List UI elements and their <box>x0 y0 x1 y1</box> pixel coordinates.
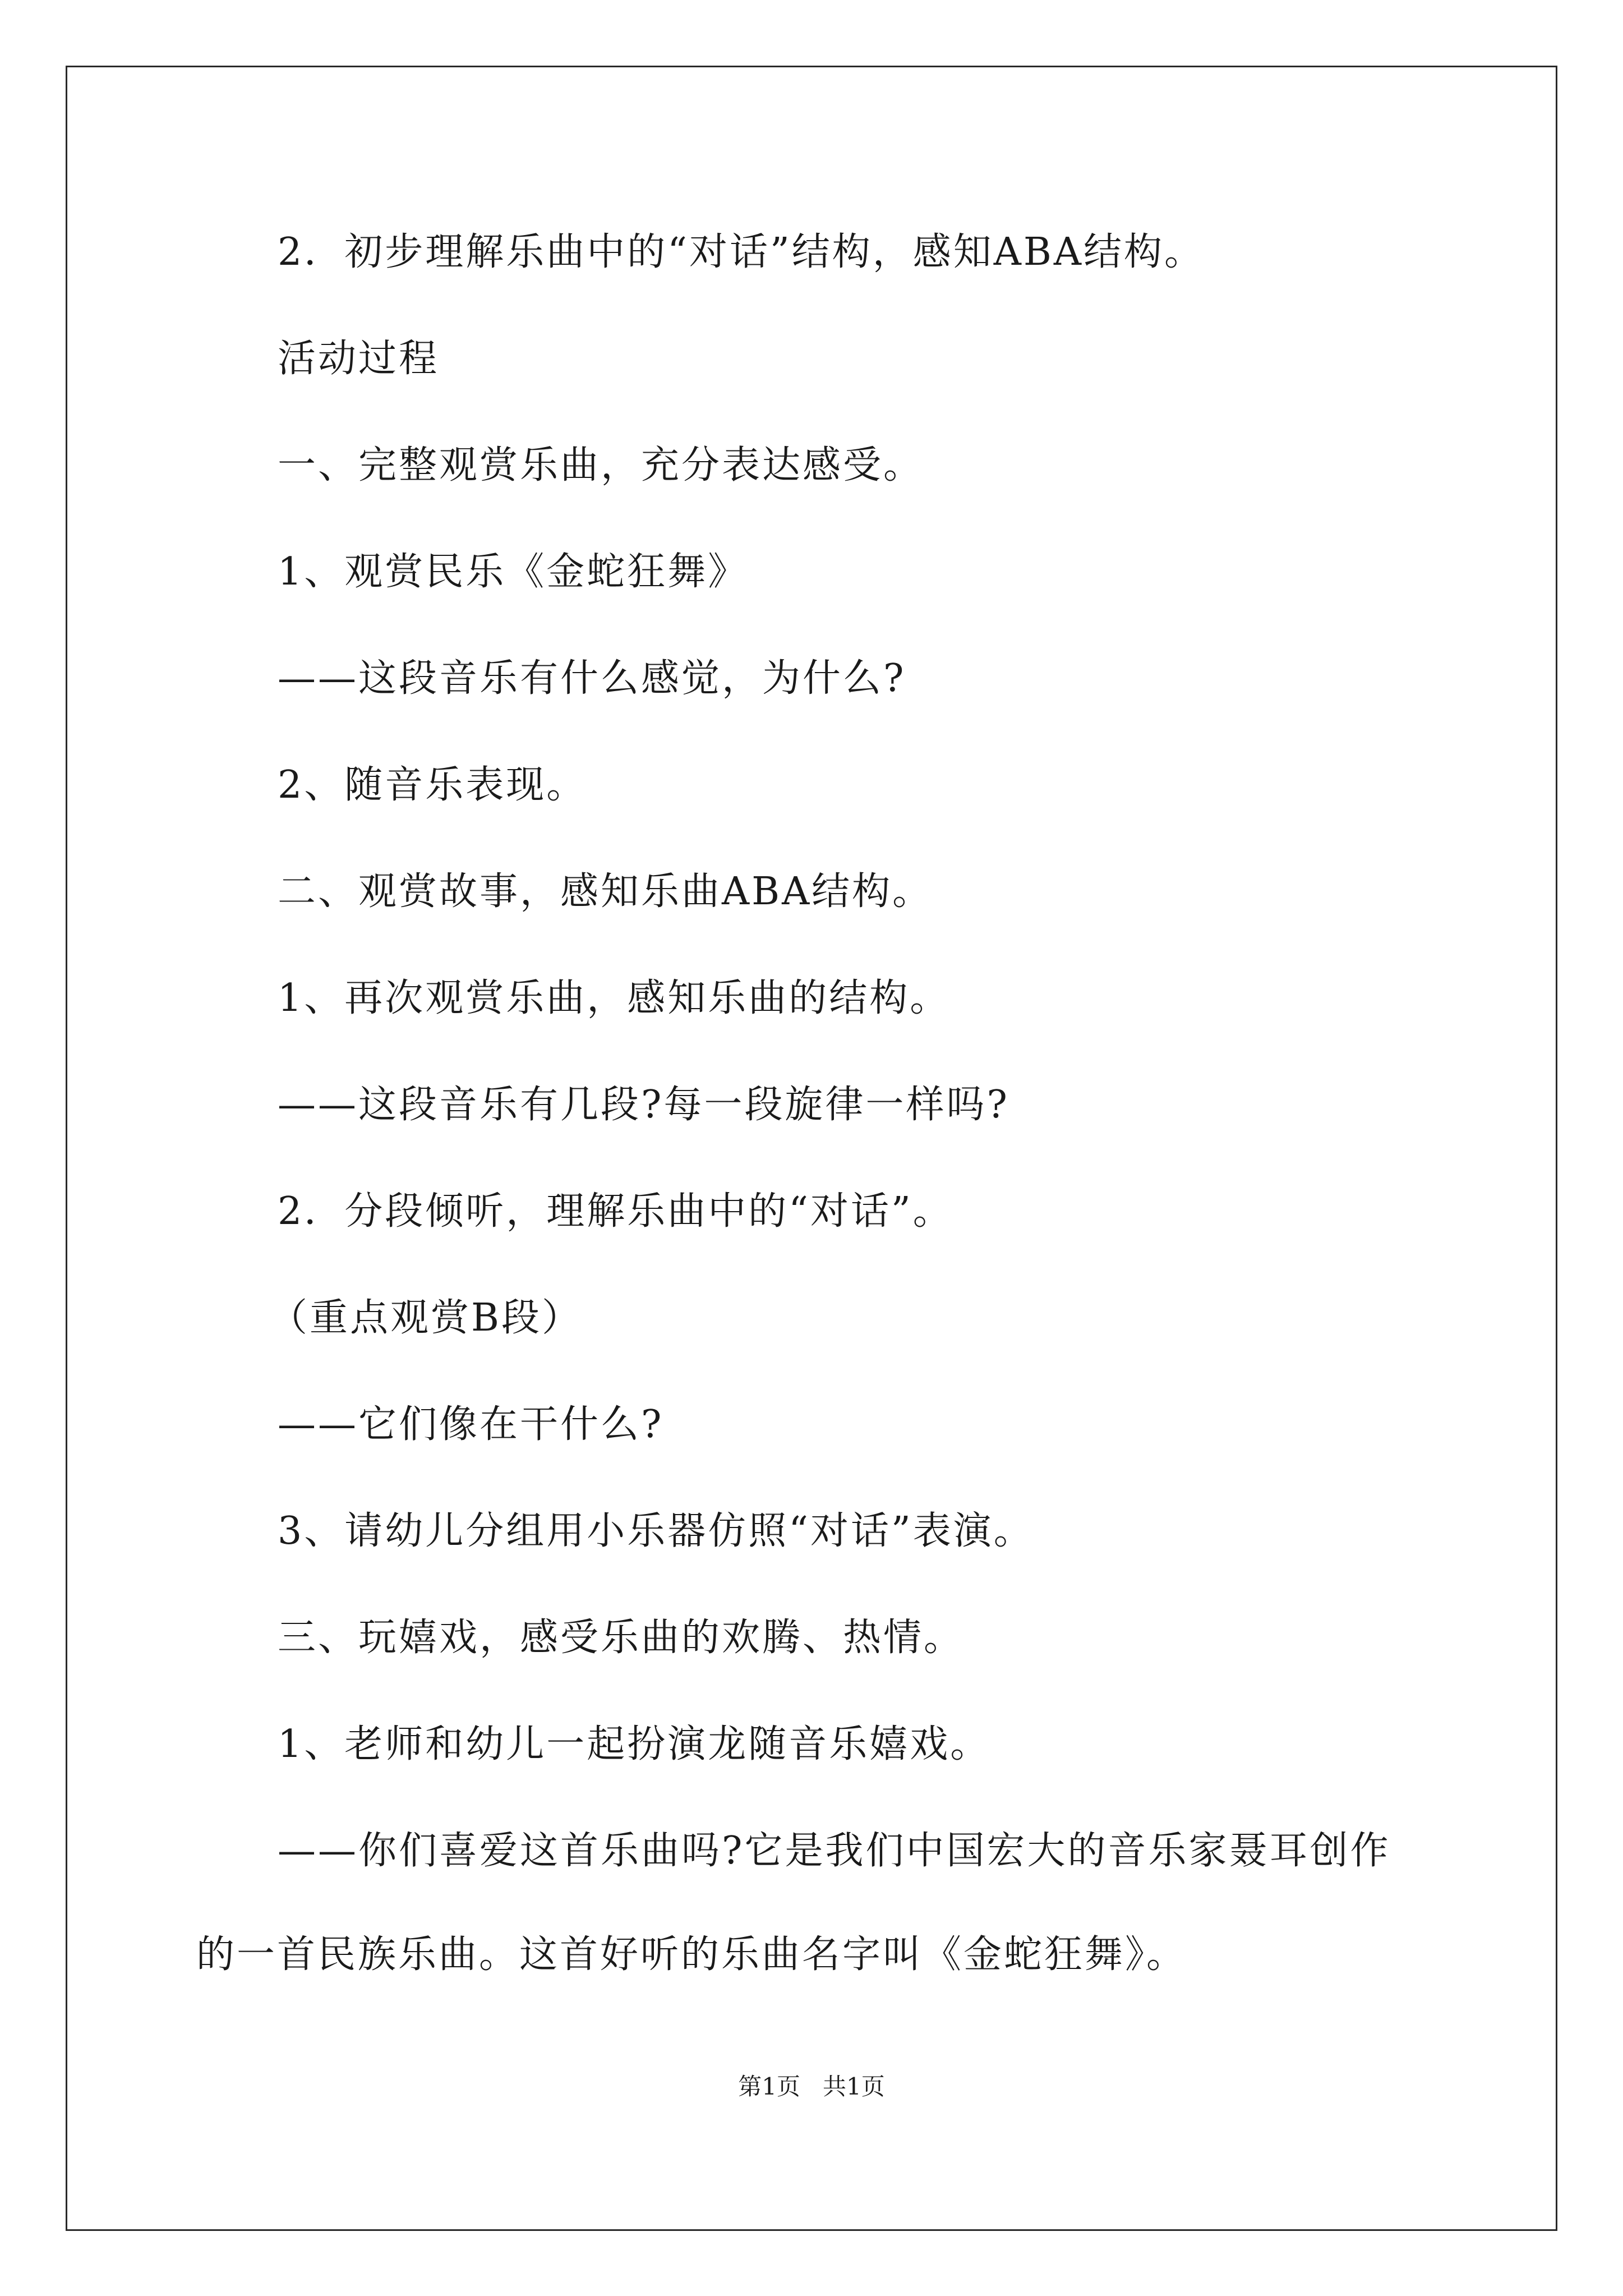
paragraph-step-1-1: 1、观赏民乐《金蛇狂舞》 <box>278 550 749 594</box>
section-heading-3: 三、玩嬉戏，感受乐曲的欢腾、热情。 <box>278 1616 965 1660</box>
paragraph-objective-2: 2．初步理解乐曲中的“对话”结构，感知ABA结构。 <box>278 230 1205 274</box>
page-border <box>66 66 1557 2231</box>
paragraph-step-2-1: 1、再次观赏乐曲，感知乐曲的结构。 <box>278 976 951 1020</box>
page-footer: 第1页 共1页 <box>738 2073 885 2100</box>
paragraph-question-1: ——这段音乐有什么感觉，为什么? <box>278 656 906 701</box>
section-heading-2: 二、观赏故事，感知乐曲ABA结构。 <box>278 869 933 914</box>
paragraph-step-1-2: 2、随音乐表现。 <box>278 763 587 807</box>
paragraph-step-3-1: 1、老师和幼儿一起扮演龙随音乐嬉戏。 <box>278 1722 991 1766</box>
paragraph-step-2-3: 3、请幼儿分组用小乐器仿照“对话”表演。 <box>278 1509 1034 1553</box>
paragraph-question-4-continued: 的一首民族乐曲。这首好听的乐曲名字叫《金蛇狂舞》。 <box>196 1932 1187 1977</box>
paragraph-question-3: ——它们像在干什么? <box>278 1402 664 1447</box>
paragraph-question-2: ——这段音乐有几段?每一段旋律一样吗? <box>278 1083 1009 1127</box>
section-heading-1: 一、完整观赏乐曲，充分表达感受。 <box>278 443 924 487</box>
paragraph-step-2-2: 2．分段倾听，理解乐曲中的“对话”。 <box>278 1189 953 1234</box>
paragraph-question-4: ——你们喜爱这首乐曲吗?它是我们中国宏大的音乐家聂耳创作 <box>278 1829 1391 1873</box>
heading-activity-process: 活动过程 <box>278 337 440 381</box>
paragraph-note-b-section: （重点观赏B段） <box>269 1296 582 1340</box>
